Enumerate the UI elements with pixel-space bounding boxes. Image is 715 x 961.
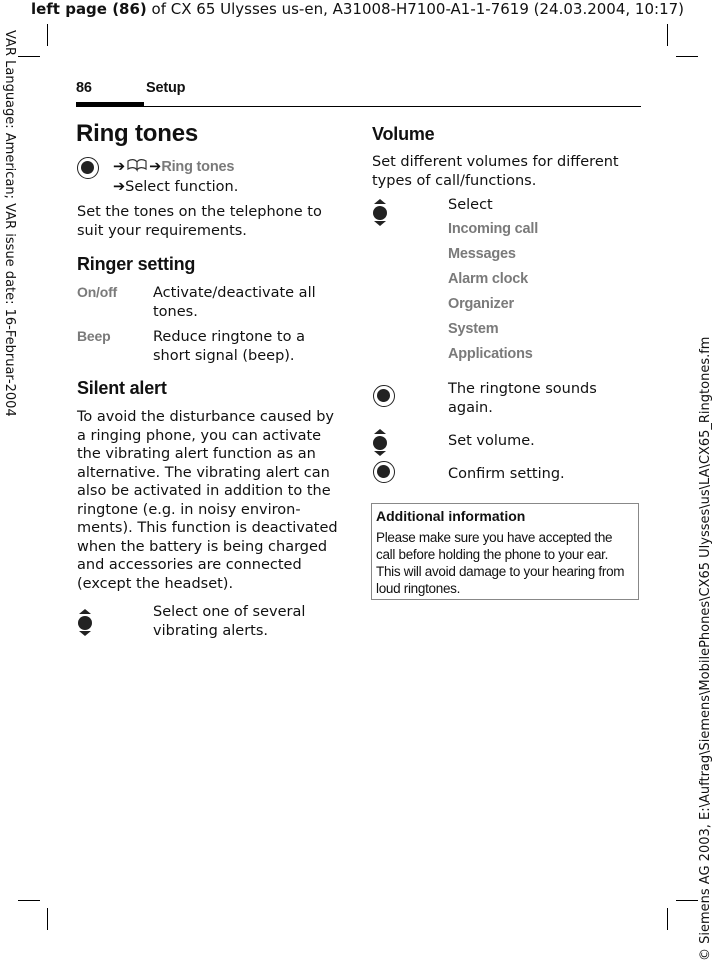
volume-heading: Volume: [372, 124, 435, 144]
nav-select: [113, 178, 238, 197]
navigation-key-icon: [373, 461, 395, 483]
option-item: Incoming call: [448, 221, 539, 237]
crop-mark: [676, 56, 698, 57]
ringer-desc: Activate/deactivate all tones.: [153, 285, 316, 320]
ringer-key: On/off: [77, 284, 118, 300]
option-item: Organizer: [448, 296, 514, 312]
step-ringtone: The ringtone sounds again.: [448, 381, 597, 416]
nav-path: [113, 158, 234, 175]
margin-right-text: © Siemens AG 2003, E:\Auftrag\Siemens\MobilePhones\CX65 Ulysses\us\LA\CX65_Ringtones.fm: [698, 336, 713, 961]
crop-mark: [18, 900, 40, 901]
page-number: 86: [76, 80, 92, 96]
header-rule: [76, 106, 641, 107]
info-heading: Additional information: [376, 508, 526, 524]
joystick-icon: [372, 199, 388, 225]
crop-mark: [47, 24, 48, 46]
arrow-icon: ➔: [113, 179, 126, 195]
crop-mark: [667, 24, 668, 46]
ringer-key: Beep: [77, 328, 111, 344]
volume-intro: Set different volumes for different types of call/functions.: [372, 154, 619, 189]
intro-text: Set the tones on the telephone to suit your requirements.: [77, 204, 322, 239]
page-title: Ring tones: [76, 120, 198, 147]
print-header-page: left page (86): [30, 0, 147, 18]
option-item: Alarm clock: [448, 271, 529, 287]
crop-mark: [667, 908, 668, 930]
silent-alert-step: Select one of several vibrating alerts.: [153, 604, 306, 639]
joystick-icon: [372, 429, 388, 455]
step-volume: Set volume.: [448, 433, 535, 449]
silent-alert-heading: Silent alert: [77, 378, 167, 398]
option-item: System: [448, 321, 499, 337]
print-header-info: of CX 65 Ulysses us-en, A31008-H7100-A1-1-7619 (24.03.2004, 10:17): [146, 0, 685, 18]
nav-select-text: Select function.: [125, 179, 239, 195]
navigation-key-icon: [373, 385, 395, 407]
nav-item-ring-tones: Ring tones: [161, 159, 235, 175]
ringer-heading: Ringer setting: [77, 254, 196, 274]
silent-alert-text: To avoid the disturbance caused by a ringing phone, you can activate the vibrating alert function as an alternative. The vibrating alert can also be activated in addition to the ringtone (e.g. in noisy environ-ments). This function is deactivated when the battery is being charged and accessories are connected (except the headset).: [77, 409, 338, 592]
section-title: Setup: [146, 80, 186, 96]
ringer-desc: Reduce ringtone to a short signal (beep).: [153, 329, 305, 364]
info-box: [371, 503, 639, 600]
margin-left-text: VAR Language: American; VAR issue date: 16-Februar-2004: [2, 30, 17, 417]
menu-symbol-icon: [125, 158, 149, 174]
crop-mark: [47, 908, 48, 930]
select-label: Select: [448, 197, 493, 213]
step-confirm: Confirm setting.: [448, 466, 565, 482]
joystick-icon: [77, 609, 93, 635]
navigation-key-icon: [77, 157, 99, 179]
info-text: Please make sure you have accepted the call before holding the phone to your ear. This will avoid damage to your hearing from loud ringtones.: [376, 530, 625, 596]
arrow-icon: ➔: [149, 159, 162, 175]
option-item: Messages: [448, 246, 516, 262]
print-header: [0, 0, 715, 18]
arrow-icon: ➔: [113, 159, 126, 175]
crop-mark: [18, 56, 40, 57]
option-item: Applications: [448, 346, 533, 362]
